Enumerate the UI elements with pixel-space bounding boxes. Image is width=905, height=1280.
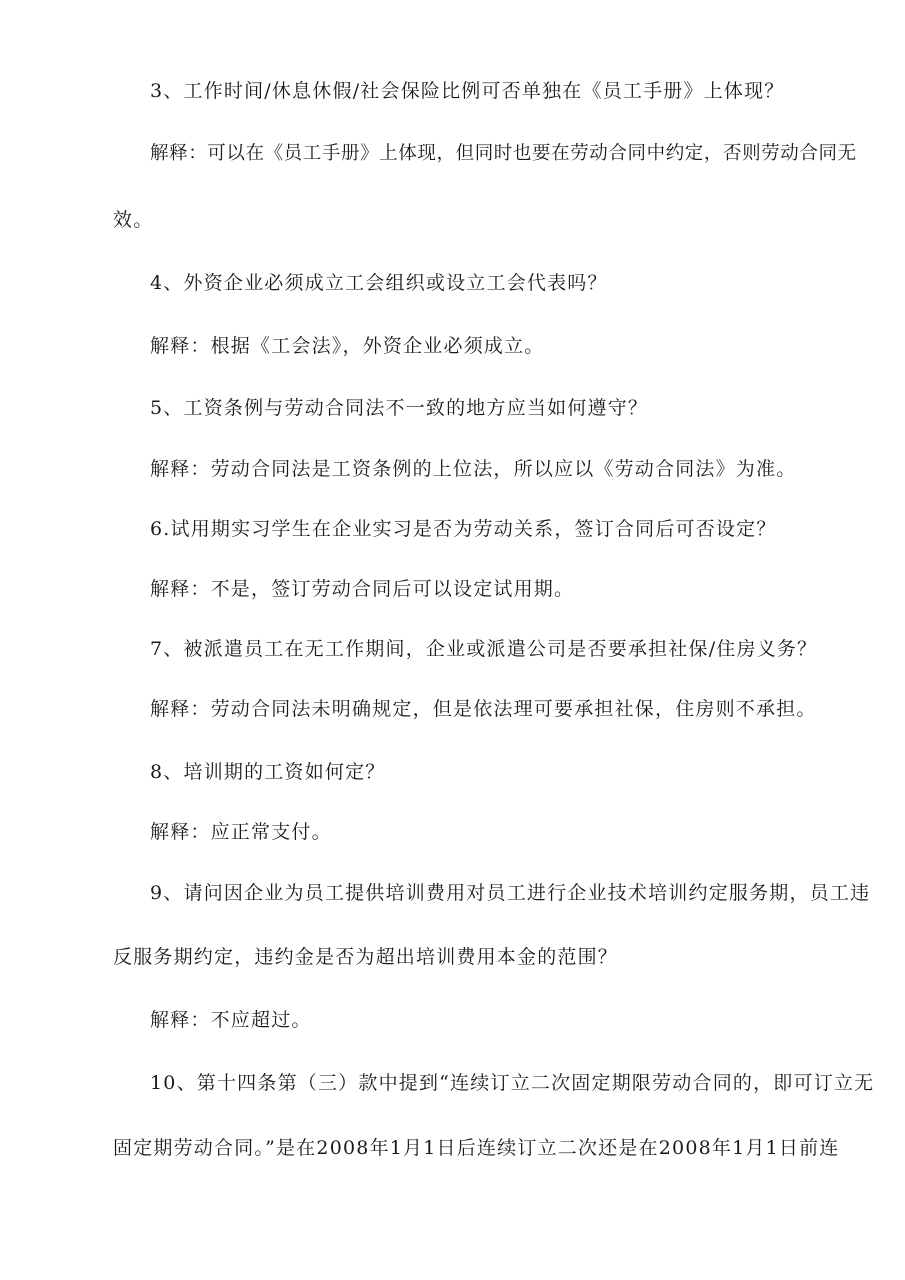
question-4: 4、外资企业必须成立工会组织或设立工会代表吗？ bbox=[150, 272, 608, 294]
answer-8: 解释：应正常支付。 bbox=[150, 821, 332, 843]
answer-9: 解释：不应超过。 bbox=[150, 1009, 312, 1031]
question-9-line-2: 反服务期约定，违约金是否为超出培训费用本金的范围？ bbox=[113, 946, 619, 968]
answer-3-line-2: 效。 bbox=[113, 209, 154, 231]
answer-7: 解释：劳动合同法未明确规定，但是依法理可要承担社保，住房则不承担。 bbox=[150, 698, 817, 720]
answer-5: 解释：劳动合同法是工资条例的上位法，所以应以《劳动合同法》为准。 bbox=[150, 458, 797, 480]
question-7: 7、被派遣员工在无工作期间，企业或派遣公司是否要承担社保/住房义务？ bbox=[150, 638, 818, 660]
answer-4: 解释：根据《工会法》，外资企业必须成立。 bbox=[150, 335, 545, 357]
question-9-line-1: 9、请问因企业为员工提供培训费用对员工进行企业技术培训约定服务期，员工违 bbox=[150, 882, 871, 904]
answer-6: 解释：不是，签订劳动合同后可以设定试用期。 bbox=[150, 578, 575, 600]
answer-3-line-1: 解释：可以在《员工手册》上体现，但同时也要在劳动合同中约定，否则劳动合同无 bbox=[150, 143, 857, 164]
question-6: 6.试用期实习学生在企业实习是否为劳动关系，签订合同后可否设定？ bbox=[150, 518, 777, 540]
question-3: 3、工作时间/休息休假/社会保险比例可否单独在《员工手册》上体现？ bbox=[150, 80, 785, 102]
question-8: 8、培训期的工资如何定？ bbox=[150, 761, 386, 783]
question-10-line-1: 10、第十四条第（三）款中提到“连续订立二次固定期限劳动合同的，即可订立无 bbox=[150, 1072, 875, 1094]
question-10-line-2: 固定期劳动合同。”是在2008年1月1日后连续订立二次还是在2008年1月1日前连 bbox=[113, 1137, 840, 1159]
question-5: 5、工资条例与劳动合同法不一致的地方应当如何遵守？ bbox=[150, 397, 649, 419]
